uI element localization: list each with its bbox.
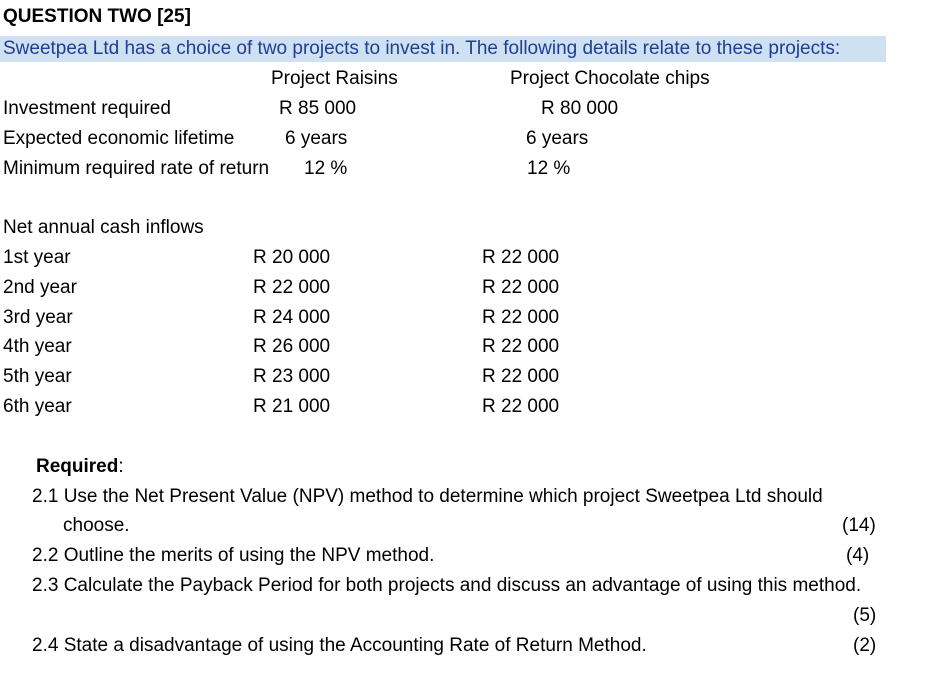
cashflow-value-b: R 22 000 [482,307,560,328]
detail-value-b-investment: R 80 000 [541,98,619,119]
cashflow-value-a: R 23 000 [253,366,331,387]
cashflow-value-b: R 22 000 [482,247,560,268]
detail-value-a-rate: 12 % [304,158,348,179]
required-item-2-4: 2.4 State a disadvantage of using the Accounting Rate of Return Method. [32,635,647,656]
required-heading-label: Required [36,456,119,477]
cashflow-value-a: R 22 000 [253,277,331,298]
detail-value-b-lifetime: 6 years [526,128,589,149]
cashflow-value-b: R 22 000 [482,366,560,387]
cashflow-value-a: R 24 000 [253,307,331,328]
project-a-header: Project Raisins [271,68,398,89]
intro-sentence: Sweetpea Ltd has a choice of two projects to invest in. The following details relate to these projects: [3,38,841,59]
project-b-header: Project Chocolate chips [510,68,710,89]
cashflow-value-a: R 26 000 [253,336,331,357]
detail-value-b-rate: 12 % [527,158,571,179]
detail-label-lifetime: Expected economic lifetime [3,128,235,149]
cashflow-year: 1st year [3,247,71,268]
required-heading-colon: : [118,456,124,477]
marks-2-2: (4) [846,545,870,566]
detail-label-investment: Investment required [3,98,171,119]
detail-value-a-lifetime: 6 years [285,128,348,149]
detail-value-a-investment: R 85 000 [279,98,357,119]
question-title: QUESTION TWO [25] [3,6,191,27]
required-item-2-3: 2.3 Calculate the Payback Period for both projects and discuss an advantage of using this method. [32,575,862,596]
cashflows-heading: Net annual cash inflows [3,217,204,238]
cashflow-year: 4th year [3,336,72,357]
cashflow-value-a: R 21 000 [253,396,331,417]
required-item-2-1-continued: choose. [63,515,130,536]
cashflow-value-b: R 22 000 [482,396,560,417]
detail-label-rate: Minimum required rate of return [3,158,270,179]
cashflow-year: 5th year [3,366,72,387]
required-item-2-1: 2.1 Use the Net Present Value (NPV) method to determine which project Sweetpea Ltd should [32,486,823,507]
cashflow-year: 2nd year [3,277,77,298]
required-heading [36,457,124,476]
marks-2-3: (5) [853,605,877,626]
cashflow-value-a: R 20 000 [253,247,331,268]
marks-2-4: (2) [853,635,877,656]
cashflow-year: 3rd year [3,307,73,328]
cashflow-year: 6th year [3,396,72,417]
marks-2-1: (14) [842,515,876,536]
cashflow-value-b: R 22 000 [482,277,560,298]
required-item-2-2: 2.2 Outline the merits of using the NPV method. [32,545,435,566]
cashflow-value-b: R 22 000 [482,336,560,357]
